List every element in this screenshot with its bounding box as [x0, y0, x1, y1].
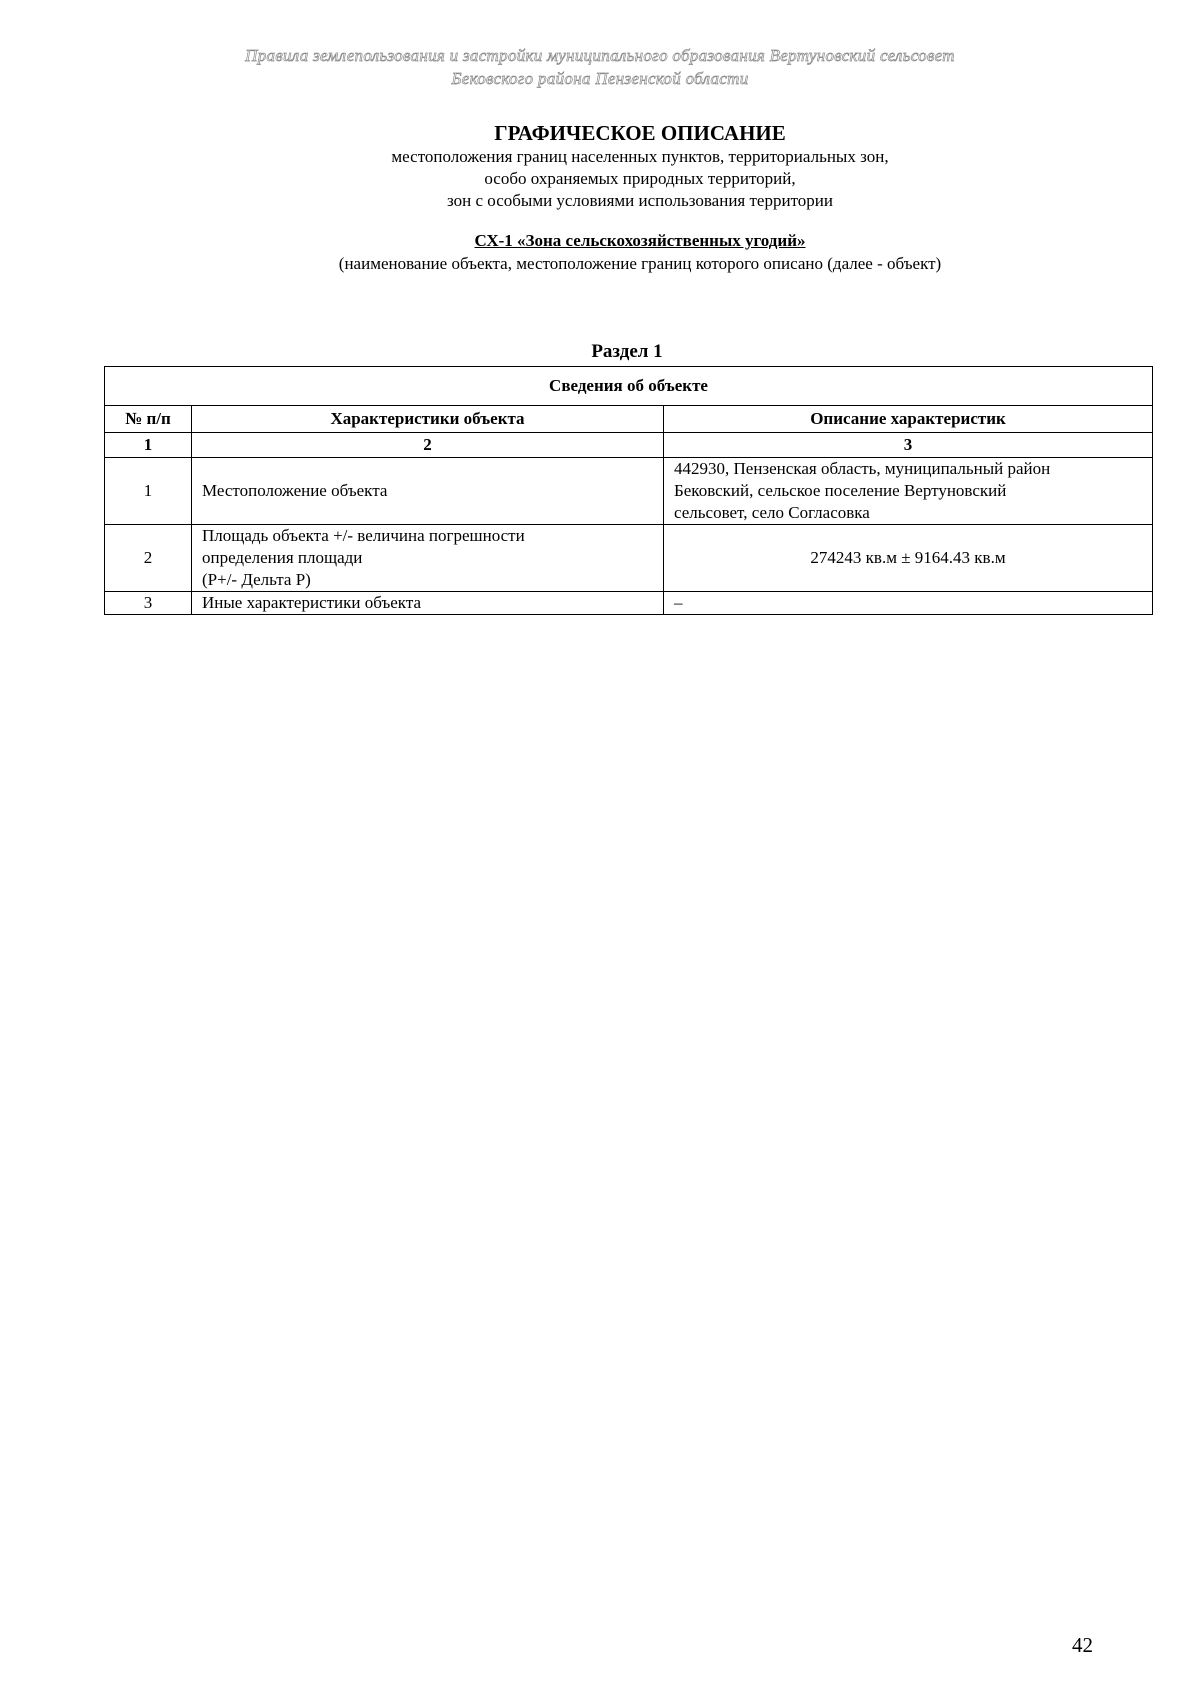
description-line: – [674, 593, 683, 612]
section-title: Раздел 1 [591, 341, 663, 362]
row-description [664, 458, 1153, 525]
table-header-row [105, 406, 1153, 433]
table-row [105, 525, 1153, 592]
object-info-table [104, 366, 1153, 615]
row-num: 1 [105, 458, 192, 525]
header-num: № п/п [105, 406, 192, 433]
description-line: сельсовет, село Согласовка [674, 503, 870, 522]
title-block [0, 120, 1200, 276]
row-num: 3 [105, 592, 192, 615]
running-header-line-1: Правила землепользования и застройки муниципального образования Вертуновский сельсовет [245, 46, 955, 65]
running-header [0, 44, 1200, 90]
column-number-2: 2 [192, 433, 664, 458]
running-header-line-2: Бековского района Пензенской области [451, 69, 749, 88]
object-name: СХ-1 «Зона сельскохозяйственных угодий» [474, 231, 806, 250]
row-characteristic [192, 525, 664, 592]
characteristic-line: определения площади [202, 548, 363, 567]
table-row [105, 458, 1153, 525]
table-caption-row [105, 367, 1153, 406]
description-line: 442930, Пензенская область, муниципальный район [674, 459, 1051, 478]
page-number: 42 [1072, 1633, 1093, 1657]
subtitle-line-2: особо охраняемых природных территорий, [484, 169, 796, 188]
description-line: 274243 кв.м ± 9164.43 кв.м [810, 548, 1006, 567]
column-number-3: 3 [664, 433, 1153, 458]
header-characteristic: Характеристики объекта [192, 406, 664, 433]
subtitle-line-3: зон с особыми условиями использования территории [447, 191, 833, 210]
header-description: Описание характеристик [664, 406, 1153, 433]
row-characteristic [192, 458, 664, 525]
row-num: 2 [105, 525, 192, 592]
subtitle-line-1: местоположения границ населенных пунктов, территориальных зон, [391, 147, 889, 166]
characteristic-line: (P+/- Дельта P) [202, 570, 311, 589]
characteristic-line: Площадь объекта +/- величина погрешности [202, 526, 525, 545]
characteristic-line: Местоположение объекта [202, 481, 388, 500]
column-number-1: 1 [105, 433, 192, 458]
table-row [105, 592, 1153, 615]
row-description [664, 525, 1153, 592]
description-line: Бековский, сельское поселение Вертуновский [674, 481, 1007, 500]
characteristic-line: Иные характеристики объекта [202, 593, 422, 612]
row-characteristic [192, 592, 664, 615]
table-caption: Сведения об объекте [105, 367, 1153, 406]
object-caption: (наименование объекта, местоположение границ которого описано (далее - объект) [338, 254, 942, 273]
document-title: ГРАФИЧЕСКОЕ ОПИСАНИЕ [494, 121, 786, 145]
column-number-row [105, 433, 1153, 458]
row-description [664, 592, 1153, 615]
